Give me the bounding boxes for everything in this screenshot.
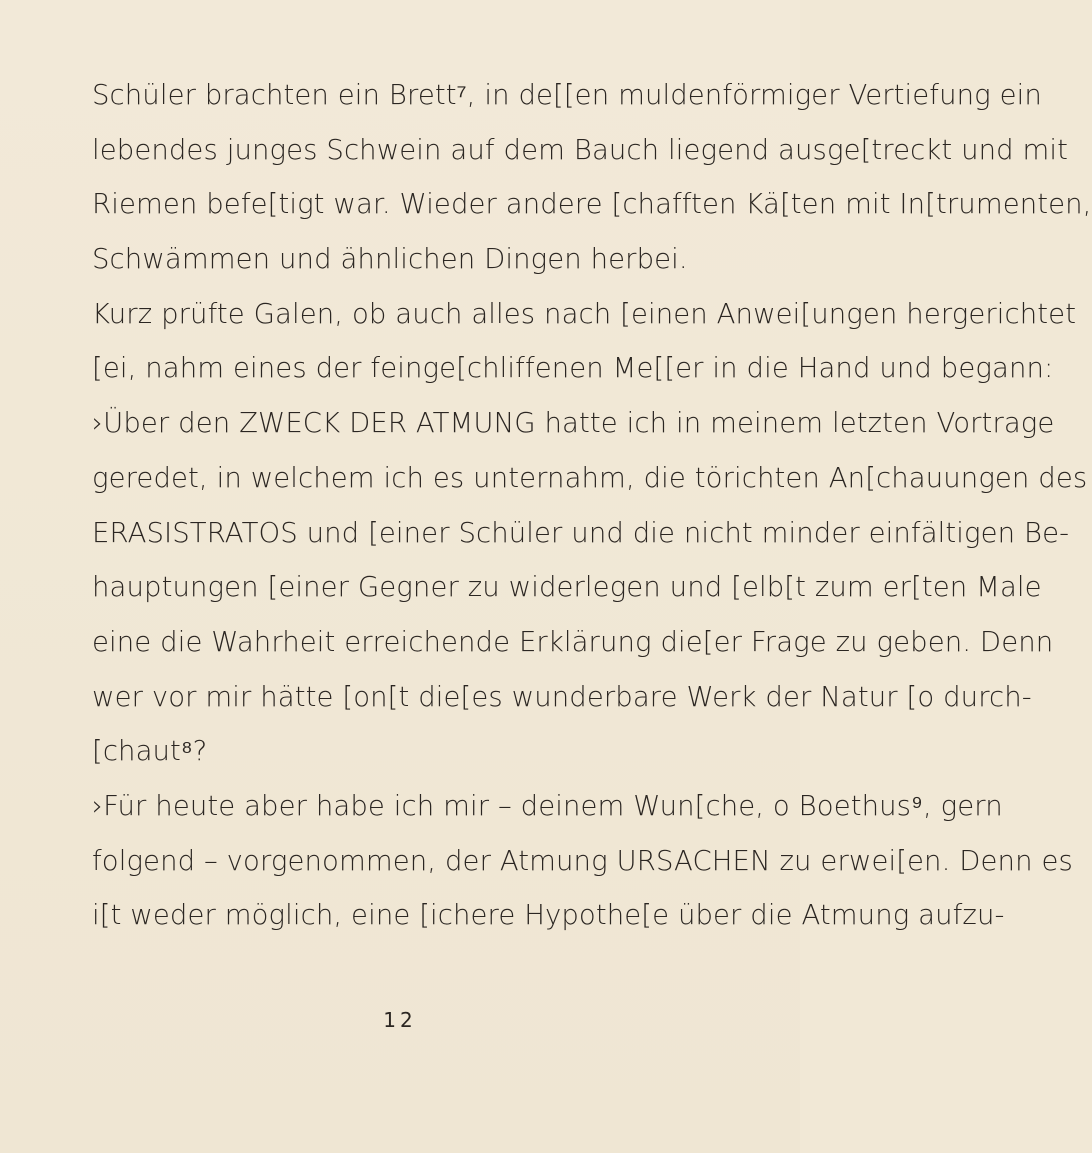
text-line-16: i[t weder möglich, eine [ichere Hypothe[e über die Atmung aufzu- bbox=[92, 899, 1005, 932]
text-line-14: ›Für heute aber habe ich mir – deinem Wun[che, o Boethus⁹, gern bbox=[92, 789, 1003, 822]
text-line-2: lebendes junges Schwein auf dem Bauch liegend ausge[treckt und mit bbox=[92, 133, 1069, 166]
text-line-8: geredet, in welchem ich es unternahm, die törichten An[chauungen des bbox=[92, 461, 1088, 494]
text-line-15: folgend – vorgenommen, der Atmung URSACHEN zu erwei[en. Denn es bbox=[92, 844, 1073, 877]
text-line-9: ERASISTRATOS und [einer Schüler und die nicht minder einfältigen Be- bbox=[92, 516, 1070, 549]
text-line-6: [ei, nahm eines der feinge[chliffenen Me[[er in die Hand und begann: bbox=[92, 352, 1054, 385]
page-number: 12 bbox=[383, 1008, 417, 1032]
text-line-3: Riemen befe[tigt war. Wieder andere [chafften Kä[ten mit In[trumenten, bbox=[92, 188, 1092, 221]
text-line-1: Schüler brachten ein Brett⁷, in de[[en muldenförmiger Vertiefung ein bbox=[92, 79, 1042, 111]
text-line-10: hauptungen [einer Gegner zu widerlegen und [elb[t zum er[ten Male bbox=[92, 571, 1042, 604]
text-line-7: ›Über den ZWECK DER ATMUNG hatte ich in meinem letzten Vortrage bbox=[92, 407, 1055, 440]
text-line-5: Kurz prüfte Galen, ob auch alles nach [einen Anwei[ungen hergerichtet bbox=[92, 297, 1077, 330]
text-line-4: Schwämmen und ähnlichen Dingen herbei. bbox=[92, 243, 688, 276]
body-text bbox=[92, 68, 1092, 943]
text-line-13: [chaut⁸? bbox=[92, 735, 208, 768]
text-line-11: eine die Wahrheit erreichende Erklärung die[er Frage zu geben. Denn bbox=[92, 625, 1054, 658]
text-line-12: wer vor mir hätte [on[t die[es wunderbare Werk der Natur [o durch- bbox=[92, 680, 1032, 713]
